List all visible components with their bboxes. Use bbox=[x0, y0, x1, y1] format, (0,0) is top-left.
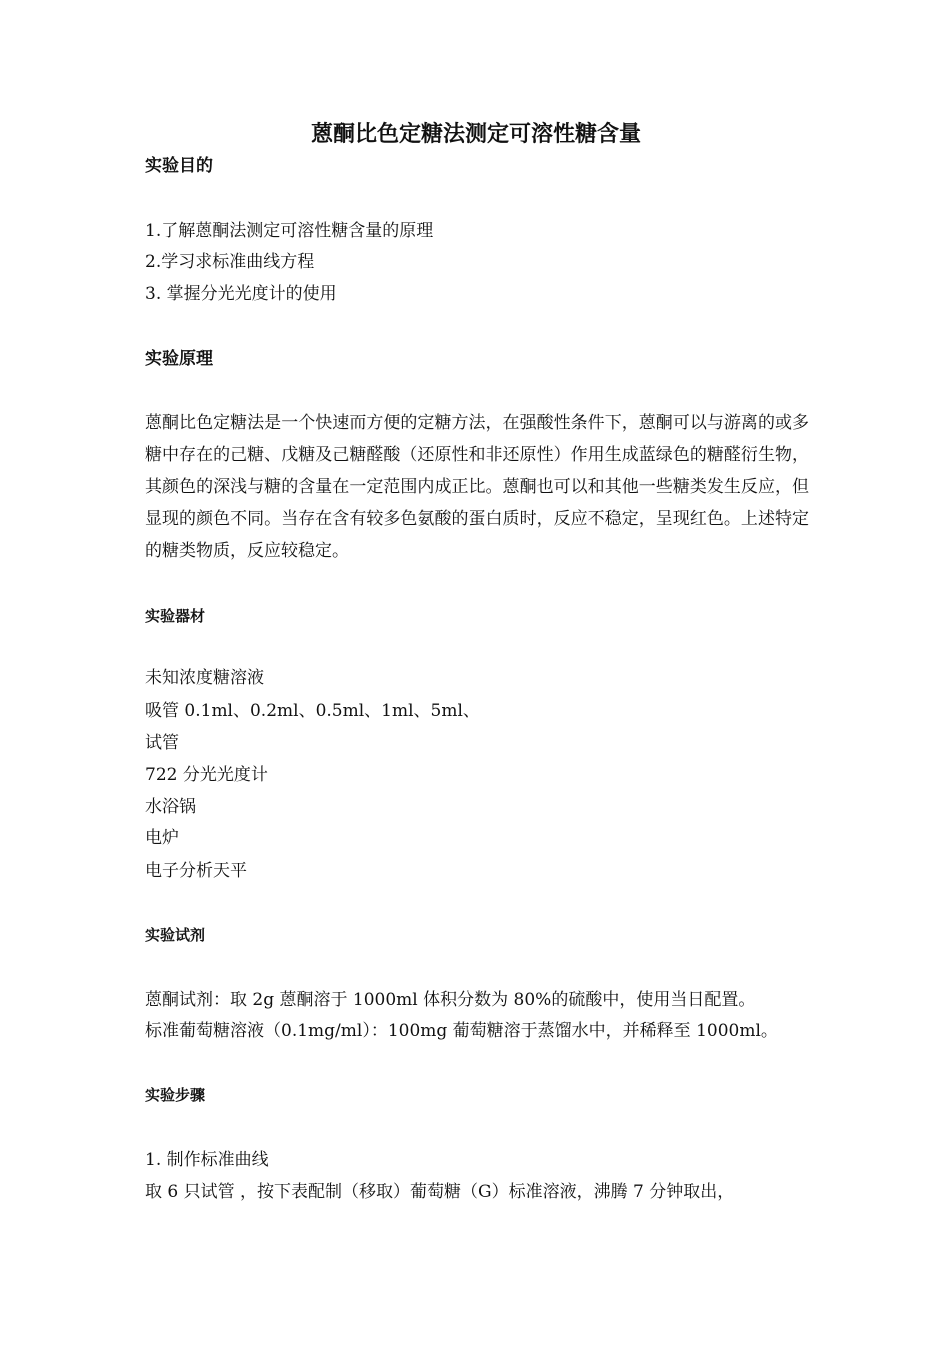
purpose-item: 1.了解蒽酮法测定可溶性糖含量的原理 bbox=[145, 221, 434, 241]
section-heading-reagents: 实验试剂 bbox=[145, 926, 206, 944]
materials-item: 722 分光光度计 bbox=[145, 765, 268, 785]
materials-item: 电炉 bbox=[145, 828, 179, 848]
materials-item: 吸管 0.1ml、0.2ml、0.5ml、1ml、5ml、 bbox=[145, 701, 480, 721]
materials-item: 水浴锅 bbox=[145, 797, 196, 817]
steps-item: 取 6 只试管 ，按下表配制（移取）葡萄糖（G）标准溶液，沸腾 7 分钟取出， bbox=[145, 1182, 735, 1202]
materials-item: 电子分析天平 bbox=[145, 861, 247, 881]
section-heading-principle: 实验原理 bbox=[145, 349, 213, 369]
steps-item: 1. 制作标准曲线 bbox=[145, 1150, 269, 1170]
section-heading-purpose: 实验目的 bbox=[145, 156, 213, 176]
materials-item: 未知浓度糖溶液 bbox=[145, 668, 264, 688]
principle-paragraph: 蒽酮比色定糖法是一个快速而方便的定糖方法，在强酸性条件下，蒽酮可以与游离的或多糖中存在的己糖、戊糖及己糖醛酸（还原性和非还原性）作用生成蓝绿色的糖醛衍生物，其颜色的深浅与糖的含量在一定范围内成正比。蒽酮也可以和其他一些糖类发生反应，但显现的颜色不同。当存在含有较多色氨酸的蛋白质时，反应不稳定，呈现红色。上述特定的糖类物质，反应较稳定。 bbox=[145, 413, 809, 561]
purpose-item: 3. 掌握分光光度计的使用 bbox=[145, 284, 337, 304]
materials-item: 试管 bbox=[145, 733, 179, 753]
purpose-item: 2.学习求标准曲线方程 bbox=[145, 252, 315, 272]
section-heading-materials: 实验器材 bbox=[145, 607, 206, 625]
document-title: 蒽酮比色定糖法测定可溶性糖含量 bbox=[310, 121, 641, 147]
reagents-item: 标准葡萄糖溶液（0.1mg/ml）：100mg 葡萄糖溶于蒸馏水中，并稀释至 1000ml。 bbox=[145, 1021, 778, 1041]
reagents-item: 蒽酮试剂：取 2g 蒽酮溶于 1000ml 体积分数为 80%的硫酸中，使用当日配置。 bbox=[145, 990, 756, 1010]
section-heading-steps: 实验步骤 bbox=[145, 1086, 206, 1104]
